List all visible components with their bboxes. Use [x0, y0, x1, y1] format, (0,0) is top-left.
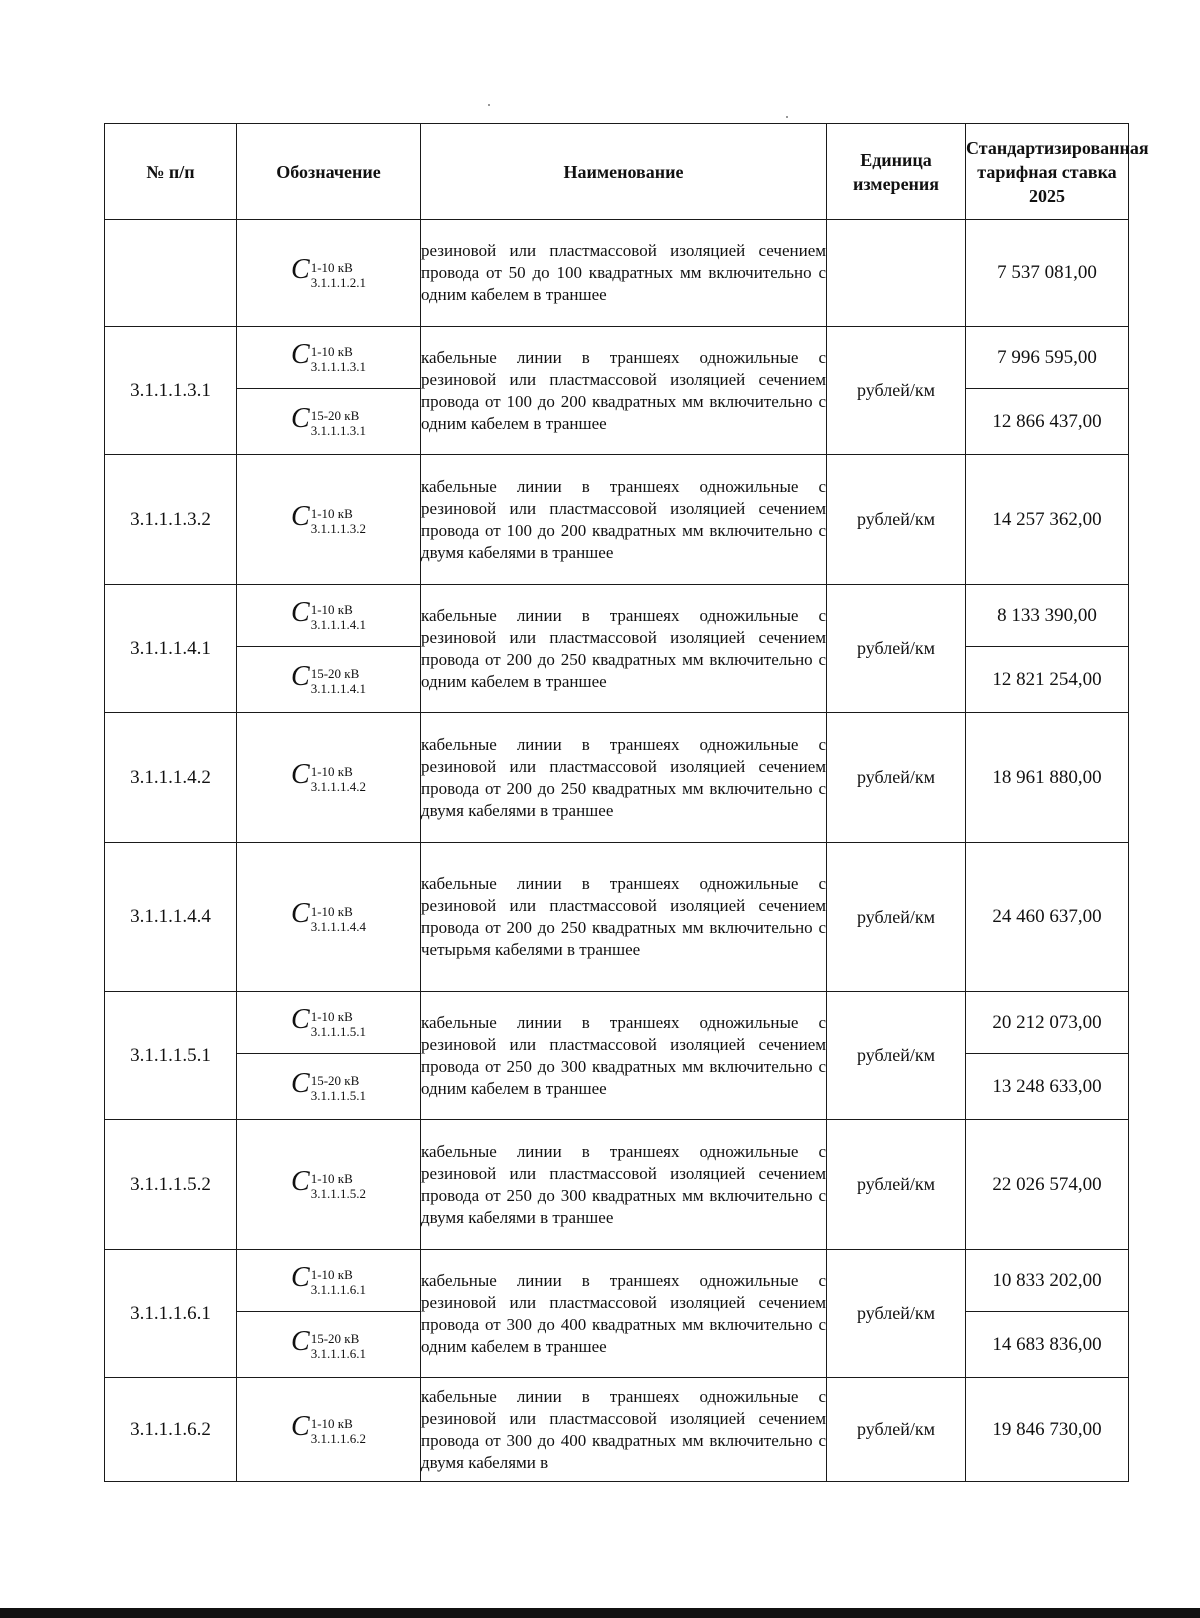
designation-cell [237, 389, 421, 455]
tariff-symbol [291, 1165, 366, 1202]
symbol-index: 3.1.1.1.6.2 [310, 1431, 366, 1447]
tariff-symbol [291, 1410, 366, 1447]
tariff-symbol [291, 596, 366, 633]
row-number: 3.1.1.1.4.2 [105, 713, 237, 843]
symbol-letter: C [291, 758, 310, 790]
symbol-letter: C [291, 500, 310, 532]
symbol-voltage: 1-10 кВ [310, 1416, 353, 1432]
row-unit: рублей/км [827, 1378, 966, 1482]
symbol-index: 3.1.1.1.5.1 [310, 1088, 366, 1104]
symbol-index: 3.1.1.1.6.1 [310, 1346, 366, 1362]
row-number: 3.1.1.1.5.2 [105, 1120, 237, 1250]
row-description: кабельные линии в траншеях одножильные с резиновой или пластмассовой изоляцией сечением провода от 100 до 200 квадратных мм включительно с одним кабелем в траншее [421, 327, 827, 455]
designation-cell [237, 327, 421, 389]
designation-cell [237, 843, 421, 992]
designation-cell [237, 1312, 421, 1378]
table-row [105, 713, 1129, 843]
designation-cell [237, 220, 421, 327]
row-number: 3.1.1.1.4.1 [105, 585, 237, 713]
symbol-letter: C [291, 1410, 310, 1442]
symbol-voltage: 15-20 кВ [310, 666, 360, 682]
row-unit [827, 220, 966, 327]
symbol-voltage: 1-10 кВ [310, 506, 353, 522]
symbol-letter: C [291, 898, 310, 930]
scan-speck [786, 116, 788, 118]
symbol-voltage: 15-20 кВ [310, 1073, 360, 1089]
symbol-letter: C [291, 1067, 310, 1099]
symbol-index: 3.1.1.1.4.1 [310, 617, 366, 633]
symbol-index: 3.1.1.1.3.1 [310, 423, 366, 439]
designation-cell [237, 1250, 421, 1312]
row-rate: 12 821 254,00 [966, 647, 1129, 713]
designation-cell [237, 585, 421, 647]
row-rate: 20 212 073,00 [966, 992, 1129, 1054]
table-row [105, 455, 1129, 585]
symbol-letter: C [291, 596, 310, 628]
row-rate: 13 248 633,00 [966, 1054, 1129, 1120]
symbol-voltage: 1-10 кВ [310, 602, 353, 618]
row-description: кабельные линии в траншеях одножильные с резиновой или пластмассовой изоляцией сечением провода от 250 до 300 квадратных мм включительно с одним кабелем в траншее [421, 992, 827, 1120]
tariff-symbol [291, 1067, 366, 1104]
row-rate: 14 683 836,00 [966, 1312, 1129, 1378]
symbol-voltage: 1-10 кВ [310, 1009, 353, 1025]
symbol-index: 3.1.1.1.4.2 [310, 779, 366, 795]
tariff-symbol [291, 900, 366, 933]
designation-cell [237, 647, 421, 713]
row-rate: 7 537 081,00 [966, 220, 1129, 327]
row-rate: 18 961 880,00 [966, 713, 1129, 843]
row-number [105, 220, 237, 327]
designation-cell [237, 992, 421, 1054]
row-description: кабельные линии в траншеях одножильные с резиновой или пластмассовой изоляцией сечением провода от 300 до 400 квадратных мм включительно с одним кабелем в траншее [421, 1250, 827, 1378]
row-unit: рублей/км [827, 1120, 966, 1250]
tariff-symbol [291, 256, 366, 289]
row-description: кабельные линии в траншеях одножильные с резиновой или пластмассовой изоляцией сечением провода от 100 до 200 квадратных мм включительно с двумя кабелями в траншее [421, 455, 827, 585]
row-number: 3.1.1.1.3.1 [105, 327, 237, 455]
row-rate: 22 026 574,00 [966, 1120, 1129, 1250]
symbol-voltage: 15-20 кВ [310, 408, 360, 424]
symbol-letter: C [291, 254, 310, 286]
header-name: Наименование [421, 124, 827, 220]
symbol-voltage: 1-10 кВ [310, 764, 353, 780]
symbol-voltage: 1-10 кВ [310, 259, 353, 275]
table-row [105, 585, 1129, 647]
row-description: кабельные линии в траншеях одножильные с резиновой или пластмассовой изоляцией сечением провода от 200 до 250 квадратных мм включительно с четырьмя кабелями в траншее [421, 843, 827, 992]
symbol-index: 3.1.1.1.4.4 [310, 918, 366, 934]
table-row [105, 1120, 1129, 1250]
symbol-voltage: 1-10 кВ [310, 344, 353, 360]
symbol-index: 3.1.1.1.4.1 [310, 681, 366, 697]
symbol-index: 3.1.1.1.5.2 [310, 1186, 366, 1202]
symbol-letter: C [291, 402, 310, 434]
header-unit: Единица измерения [827, 124, 966, 220]
table-row [105, 327, 1129, 389]
row-description: кабельные линии в траншеях одножильные с резиновой или пластмассовой изоляцией сечением провода от 200 до 250 квадратных мм включительно с одним кабелем в траншее [421, 585, 827, 713]
tariff-symbol [291, 758, 366, 795]
row-unit: рублей/км [827, 843, 966, 992]
table-row [105, 992, 1129, 1054]
scan-edge-bar [0, 1608, 1200, 1618]
row-description: кабельные линии в траншеях одножильные с резиновой или пластмассовой изоляцией сечением провода от 300 до 400 квадратных мм включительно с двумя кабелями в [421, 1378, 827, 1482]
designation-cell [237, 1054, 421, 1120]
designation-cell [237, 713, 421, 843]
row-rate: 19 846 730,00 [966, 1378, 1129, 1482]
row-rate: 24 460 637,00 [966, 843, 1129, 992]
symbol-letter: C [291, 338, 310, 370]
symbol-letter: C [291, 1325, 310, 1357]
tariff-symbol [291, 338, 366, 375]
header-designation: Обозначение [237, 124, 421, 220]
symbol-letter: C [291, 1165, 310, 1197]
symbol-voltage: 15-20 кВ [310, 1331, 360, 1347]
tariff-symbol [291, 1003, 366, 1040]
row-unit: рублей/км [827, 585, 966, 713]
table-row [105, 843, 1129, 992]
row-description: кабельные линии в траншеях одножильные с резиновой или пластмассовой изоляцией сечением провода от 250 до 300 квадратных мм включительно с двумя кабелями в траншее [421, 1120, 827, 1250]
tariff-table [104, 123, 1149, 1482]
symbol-letter: C [291, 1261, 310, 1293]
row-number: 3.1.1.1.3.2 [105, 455, 237, 585]
row-number: 3.1.1.1.6.1 [105, 1250, 237, 1378]
symbol-index: 3.1.1.1.3.1 [310, 359, 366, 375]
designation-cell [237, 1378, 421, 1482]
tariff-symbol [291, 402, 366, 439]
header-tariff-rate: Стандартизированная тарифная ставка 2025 [966, 124, 1129, 220]
row-unit: рублей/км [827, 992, 966, 1120]
row-unit: рублей/км [827, 327, 966, 455]
row-unit: рублей/км [827, 713, 966, 843]
row-number: 3.1.1.1.5.1 [105, 992, 237, 1120]
symbol-index: 3.1.1.1.6.1 [310, 1282, 366, 1298]
tariff-symbol [291, 660, 366, 697]
table-body [105, 220, 1129, 1482]
symbol-voltage: 1-10 кВ [310, 1267, 353, 1283]
symbol-index: 3.1.1.1.2.1 [310, 274, 366, 290]
row-rate: 7 996 595,00 [966, 327, 1129, 389]
scan-speck [488, 104, 490, 106]
row-unit: рублей/км [827, 455, 966, 585]
symbol-letter: C [291, 1003, 310, 1035]
tariff-symbol [291, 1261, 366, 1298]
row-number: 3.1.1.1.4.4 [105, 843, 237, 992]
row-description: резиновой или пластмассовой изоляцией сечением провода от 50 до 100 квадратных мм включительно с одним кабелем в траншее [421, 220, 827, 327]
tariff-symbol [291, 1325, 366, 1362]
table-row [105, 220, 1129, 327]
table-row [105, 1378, 1129, 1482]
row-rate: 12 866 437,00 [966, 389, 1129, 455]
symbol-voltage: 1-10 кВ [310, 903, 353, 919]
header-number: № п/п [105, 124, 237, 220]
tariff-symbol [291, 500, 366, 537]
symbol-letter: C [291, 660, 310, 692]
designation-cell [237, 455, 421, 585]
symbol-index: 3.1.1.1.5.1 [310, 1024, 366, 1040]
designation-cell [237, 1120, 421, 1250]
symbol-voltage: 1-10 кВ [310, 1171, 353, 1187]
row-rate: 10 833 202,00 [966, 1250, 1129, 1312]
table-row [105, 1250, 1129, 1312]
row-unit: рублей/км [827, 1250, 966, 1378]
row-description: кабельные линии в траншеях одножильные с резиновой или пластмассовой изоляцией сечением провода от 200 до 250 квадратных мм включительно с двумя кабелями в траншее [421, 713, 827, 843]
row-number: 3.1.1.1.6.2 [105, 1378, 237, 1482]
symbol-index: 3.1.1.1.3.2 [310, 521, 366, 537]
table-header-row [105, 124, 1129, 220]
row-rate: 14 257 362,00 [966, 455, 1129, 585]
row-rate: 8 133 390,00 [966, 585, 1129, 647]
